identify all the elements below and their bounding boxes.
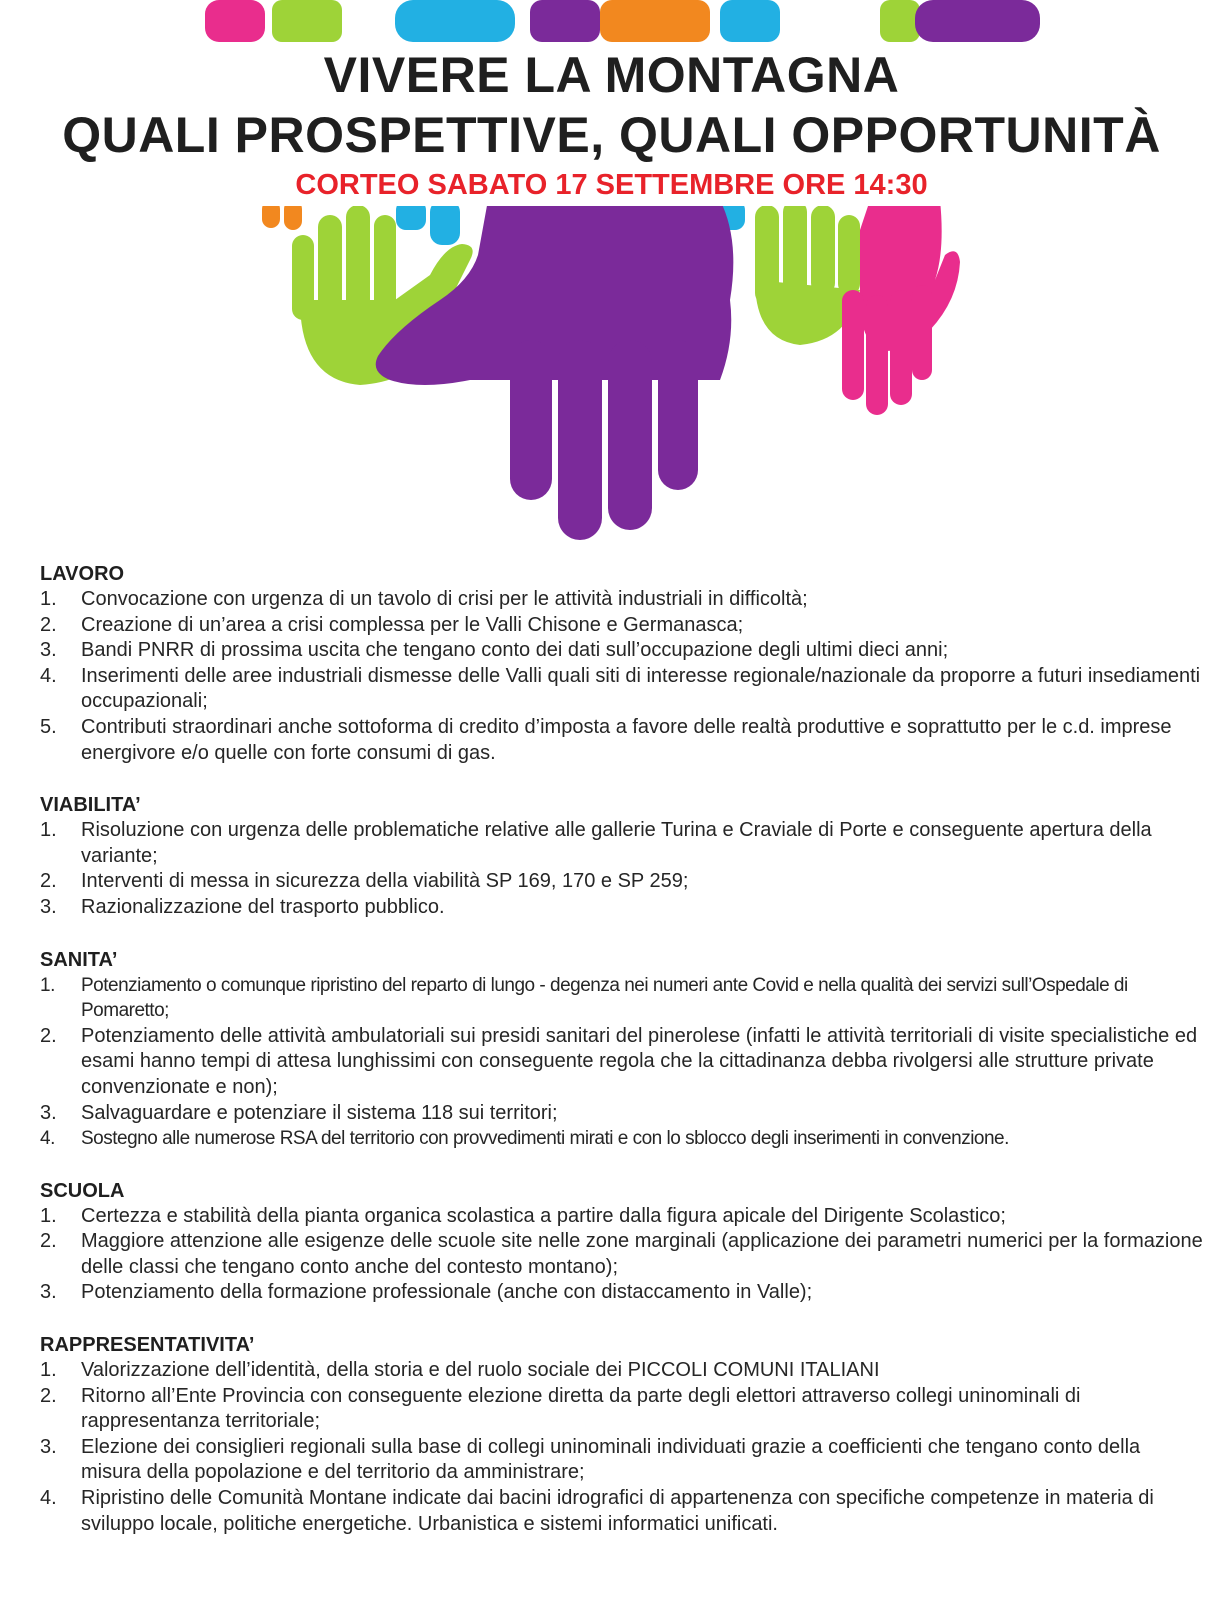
list-item [40, 1384, 1205, 1435]
list-item [40, 1204, 1205, 1230]
list-item [40, 1024, 1205, 1101]
list-item-number: 4. [40, 1487, 57, 1510]
list-item-text: Sostegno alle numerose RSA del territorio con provvedimenti mirati e con lo sblocco degli inserimenti in convenzione. [81, 1128, 1009, 1150]
section-0 [40, 561, 1205, 766]
list-item-number: 4. [40, 664, 57, 687]
list-item [40, 664, 1205, 715]
section-list [40, 1358, 1205, 1537]
list-item-text: Maggiore attenzione alle esigenze delle scuole site nelle zone marginali (applicazione dei parametri numerici per la formazione delle classi che tengano conto anche del contesto montano); [81, 1230, 1203, 1278]
list-item-number: 1. [40, 819, 57, 842]
list-item [40, 715, 1205, 766]
list-item [40, 1126, 1205, 1152]
list-item-text: Convocazione con urgenza di un tavolo di crisi per le attività industriali in difficoltà; [81, 588, 808, 610]
list-item [40, 869, 1205, 895]
section-heading: SANITA’ [40, 948, 118, 971]
section-list [40, 587, 1205, 766]
purple-hand [376, 200, 734, 540]
list-item-text: Ripristino delle Comunità Montane indicate dai bacini idrografici di appartenenza con specifiche competenze in materia di sviluppo locale, politiche energetiche. Urbanistica e sistemi informatici unificati. [81, 1487, 1154, 1535]
list-item-text: Bandi PNRR di prossima uscita che tengano conto dei dati sull’occupazione degli ultimi dieci anni; [81, 639, 949, 662]
list-item-number: 3. [40, 895, 57, 918]
section-3 [40, 1178, 1205, 1306]
list-item-number: 3. [40, 1435, 57, 1458]
list-item-number: 2. [40, 613, 57, 636]
section-list [40, 1204, 1205, 1306]
list-item-text: Elezione dei consiglieri regionali sulla base di collegi uninominali individuati grazie a coefficienti che tengano conto della misura della popolazione e del territorio da amministrare; [81, 1435, 1141, 1484]
section-4 [40, 1332, 1205, 1537]
section-list [40, 973, 1205, 1152]
list-item-number: 3. [40, 639, 57, 662]
list-item [40, 638, 1205, 664]
list-item-number: 2. [40, 1384, 57, 1407]
list-item-number: 3. [40, 1281, 57, 1304]
page-title-line-2: QUALI PROSPETTIVE, QUALI OPPORTUNITÀ [62, 107, 1161, 163]
list-item [40, 1229, 1205, 1280]
list-item-text: Interventi di messa in sicurezza della viabilità SP 169, 170 e SP 259; [81, 870, 689, 893]
section-heading: RAPPRESENTATIVITA’ [40, 1334, 255, 1357]
list-item-number: 1. [40, 974, 55, 996]
list-item-text: Potenziamento della formazione professionale (anche con distaccamento in Valle); [81, 1281, 813, 1304]
list-item-number: 2. [40, 1024, 57, 1047]
section-heading: VIABILITA’ [40, 794, 141, 817]
list-item-number: 3. [40, 1101, 57, 1124]
list-item-text: Contributi straordinari anche sottoforma di credito d’imposta a favore delle realtà produttive e soprattutto per le c.d. imprese energivore e/o quelle con forte consumi di gas. [81, 715, 1172, 764]
page-title: VIVERE LA MONTAGNA [323, 47, 900, 103]
list-item-text: Potenziamento delle attività ambulatoriali sui presidi sanitari del pinerolese (infatti le attività territoriali di visite specialistiche ed esami hanno tempi di attesa lunghissimi con conseguente regola che la cittadinanza debba rivolgersi alle strutture private convenzionate e non); [81, 1024, 1198, 1098]
list-item [40, 587, 1205, 613]
list-item-text: Potenziamento o comunque ripristino del reparto di lungo - degenza nei numeri ante Covid e nella qualità dei servizi sull’Ospedale di Pomaretto; [81, 974, 1128, 1022]
list-item [40, 1435, 1205, 1486]
list-item [40, 818, 1205, 869]
section-list [40, 818, 1205, 920]
list-item-text: Salvaguardare e potenziare il sistema 118 sui territori; [81, 1101, 558, 1124]
list-item-text: Risoluzione con urgenza delle problematiche relative alle gallerie Turina e Craviale di Porte e conseguente apertura della variante; [81, 819, 1152, 867]
demands-list [40, 561, 1205, 1563]
list-item-number: 2. [40, 1230, 57, 1253]
list-item-text: Inserimenti delle aree industriali dismesse delle Valli quali siti di interesse regionale/nazionale da proporre a futuri insediamenti occupazionali; [81, 664, 1201, 713]
list-item-text: Certezza e stabilità della pianta organica scolastica a partire dalla figura apicale del Dirigente Scolastico; [81, 1204, 1006, 1227]
list-item [40, 1280, 1205, 1306]
list-item-number: 1. [40, 1204, 57, 1227]
top-hands-strip [205, 0, 1040, 42]
list-item-text: Creazione di un’area a crisi complessa per le Valli Chisone e Germanasca; [81, 613, 744, 636]
list-item [40, 1486, 1205, 1537]
list-item [40, 1358, 1205, 1384]
list-item [40, 973, 1205, 1024]
section-1 [40, 792, 1205, 920]
list-item-number: 5. [40, 715, 57, 738]
list-item-number: 1. [40, 588, 57, 610]
list-item-number: 1. [40, 1359, 57, 1382]
list-item-number: 2. [40, 870, 57, 893]
section-heading: SCUOLA [40, 1179, 125, 1202]
list-item-text: Valorizzazione dell’identità, della storia e del ruolo sociale dei PICCOLI COMUNI ITALIANI [81, 1359, 880, 1382]
list-item-text: Ritorno all’Ente Provincia con conseguente elezione diretta da parte degli elettori attraverso collegi uninominali di rappresentanza territoriale; [81, 1384, 1081, 1433]
list-item [40, 1101, 1205, 1127]
event-subtitle: CORTEO SABATO 17 SETTEMBRE ORE 14:30 [295, 169, 928, 201]
list-item [40, 895, 1205, 921]
list-item-number: 4. [40, 1128, 55, 1150]
list-item-text: Razionalizzazione del trasporto pubblico. [81, 895, 445, 918]
list-item [40, 613, 1205, 639]
title-banner [0, 42, 1223, 206]
section-heading: LAVORO [40, 563, 125, 585]
section-2 [40, 947, 1205, 1152]
